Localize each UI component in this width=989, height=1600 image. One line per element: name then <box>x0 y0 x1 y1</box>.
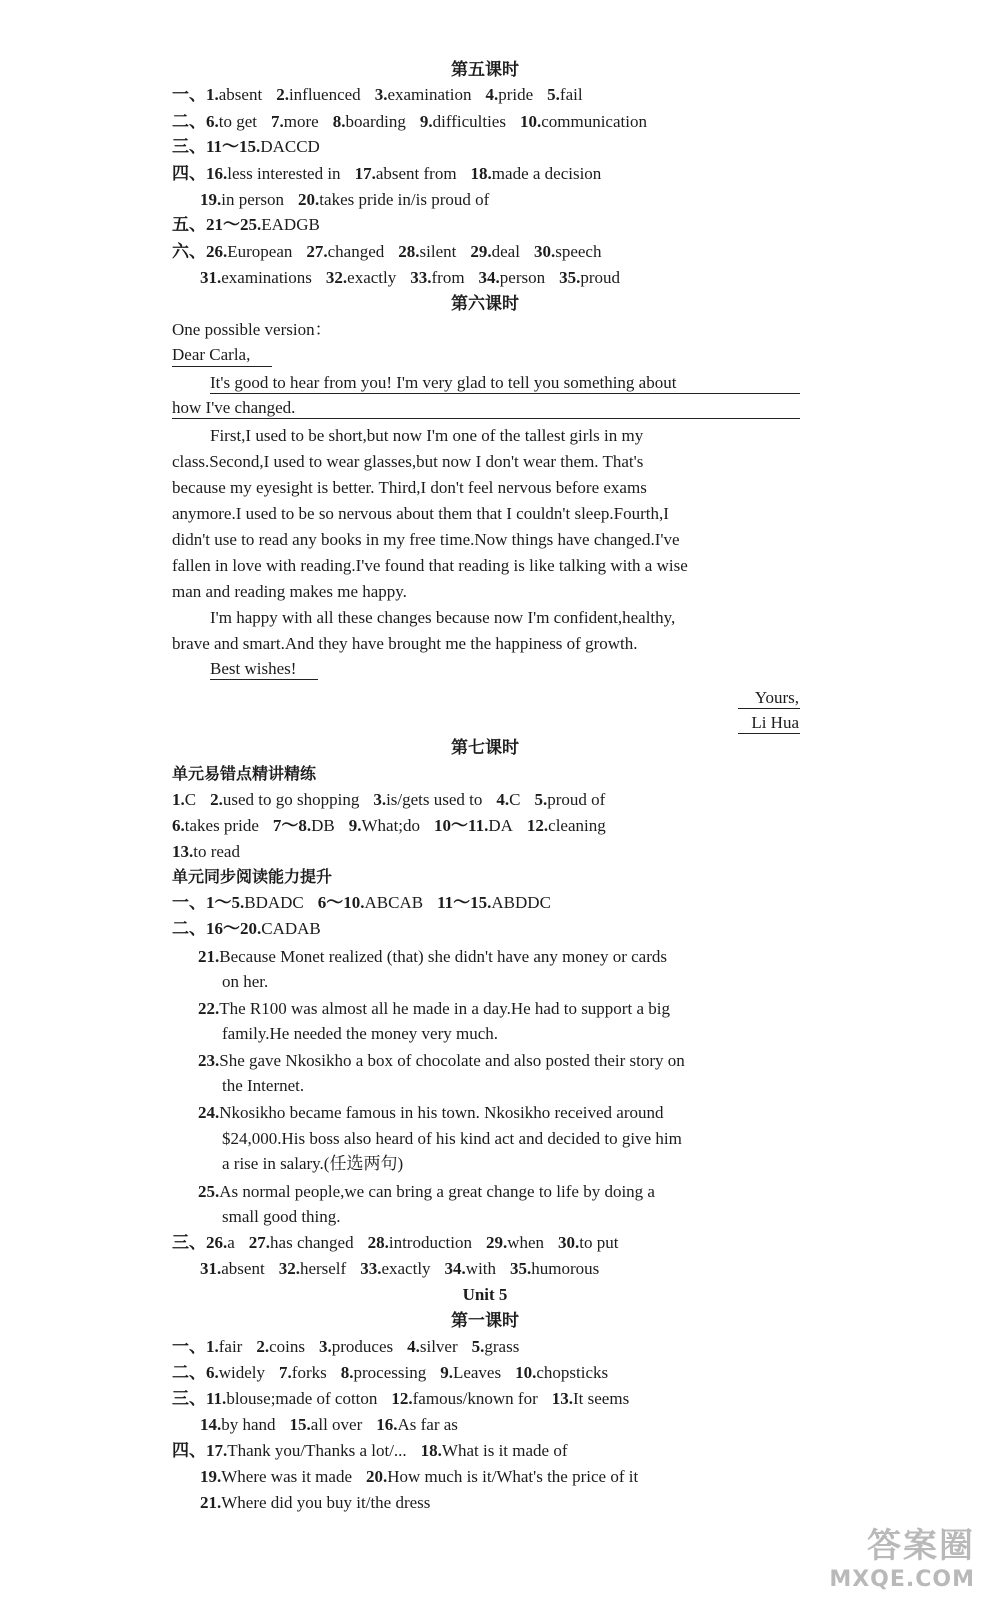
lesson5-row-6 <box>172 213 320 237</box>
yours-underline <box>738 708 800 709</box>
answer-number: 31. <box>200 268 222 287</box>
answer-text: fair <box>218 1337 243 1356</box>
unit5-row-1 <box>172 1335 519 1359</box>
answer-text: with <box>465 1259 497 1278</box>
answer-number: 35. <box>510 1259 532 1278</box>
question-23: 23.She gave Nkosikho a box of chocolate and also posted their story on <box>198 1051 685 1070</box>
letter-opening-line-2: how I've changed. <box>172 398 296 417</box>
lesson7-errors-row-1 <box>172 788 605 812</box>
answer-number: 12. <box>391 1389 413 1408</box>
answer-number: 二、16～20. <box>172 919 262 938</box>
answer-text: coins <box>269 1337 305 1356</box>
answer-number: 一、1～5. <box>172 893 245 912</box>
question-25-cont: small good thing. <box>222 1207 341 1226</box>
answer-number: 9. <box>419 112 433 131</box>
answer-text: person <box>499 268 546 287</box>
answer-text: CADAB <box>261 919 321 938</box>
answer-number: 3. <box>373 790 387 809</box>
answer-text: is/gets used to <box>386 790 483 809</box>
letter-yours: Yours, <box>754 688 799 707</box>
answer-number: 一、1. <box>172 85 219 104</box>
answer-text: used to go shopping <box>222 790 360 809</box>
letter-body-line-4: anymore.I used to be so nervous about them that I couldn't sleep.Fourth,I <box>172 504 669 523</box>
answer-number: 35. <box>559 268 581 287</box>
letter-body-line-2: class.Second,I used to wear glasses,but now I don't wear them. That's <box>172 452 644 471</box>
answer-number: 27. <box>248 1233 271 1252</box>
lesson5-row-2 <box>172 110 647 134</box>
section-heading-reading: 单元同步阅读能力提升 <box>172 867 333 886</box>
watermark-url: MXQE.COM <box>829 1567 975 1592</box>
watermark-logo-text: 答案圈 <box>867 1526 975 1566</box>
answer-number: 2. <box>256 1337 270 1356</box>
unit5-row-6 <box>200 1465 638 1489</box>
answer-number: 2. <box>210 790 223 809</box>
answer-text: herself <box>299 1259 347 1278</box>
letter-opening-line-1: It's good to hear from you! I'm very glad to tell you something about <box>210 373 677 392</box>
answer-text: takes pride in/is proud of <box>319 190 490 209</box>
answer-text: How much is it/What's the price of it <box>387 1467 639 1486</box>
answer-number: 32. <box>278 1259 300 1278</box>
wishes-underline <box>210 679 318 680</box>
answer-number: 7～8. <box>272 816 312 835</box>
answer-text: humorous <box>531 1259 600 1278</box>
answer-number: 9. <box>440 1363 453 1382</box>
question-22: 22.The R100 was almost all he made in a day.He had to support a big <box>198 999 670 1018</box>
lesson5-row-3 <box>172 135 320 159</box>
answer-number: 二、6. <box>172 1363 219 1382</box>
answer-text: in person <box>221 190 285 209</box>
unit5-row-4 <box>200 1413 458 1437</box>
unit5-row-3 <box>172 1387 629 1411</box>
answer-text: Where did you buy it/the dress <box>221 1493 431 1512</box>
answer-number: 三、11～15. <box>172 137 261 156</box>
lesson7-title: 第七课时 <box>451 738 519 757</box>
answer-number: 10～11. <box>434 816 489 835</box>
opening-underline-1 <box>210 393 800 394</box>
answer-number: 17. <box>354 164 376 183</box>
letter-body-line-1: First,I used to be short,but now I'm one of the tallest girls in my <box>210 426 644 445</box>
answer-number: 28. <box>367 1233 389 1252</box>
answer-number: 3. <box>374 85 388 104</box>
answer-number: 12. <box>526 816 549 835</box>
answer-number: 7. <box>279 1363 292 1382</box>
answer-number: 6～10. <box>317 893 365 912</box>
answer-number: 27. <box>306 242 328 261</box>
answer-text: pride <box>498 85 534 104</box>
answer-text: difficulties <box>432 112 506 131</box>
answer-number: 18. <box>420 1441 442 1460</box>
answer-number: 13. <box>172 842 194 861</box>
answer-text: ABCAB <box>364 893 424 912</box>
answer-text: C <box>184 790 197 809</box>
letter-greeting: Dear Carla, <box>172 345 251 364</box>
lesson7-errors-row-3 <box>172 840 240 864</box>
answer-text: EADGB <box>261 215 320 234</box>
answer-text: made a decision <box>491 164 602 183</box>
signature-underline <box>738 733 800 734</box>
answer-text: speech <box>555 242 602 261</box>
answer-number: 15. <box>289 1415 311 1434</box>
answer-text: DB <box>311 816 335 835</box>
answer-number: 29. <box>485 1233 508 1252</box>
lesson5-row-8 <box>200 266 620 290</box>
question-21: 21.Because Monet realized (that) she didn't have any money or cards <box>198 947 667 966</box>
answer-text: grass <box>484 1337 520 1356</box>
section-heading-errors: 单元易错点精讲精练 <box>172 764 317 783</box>
answer-text: a <box>227 1233 235 1252</box>
answer-text: What;do <box>361 816 421 835</box>
answer-text: influenced <box>288 85 361 104</box>
answer-text: from <box>431 268 465 287</box>
answer-number: 三、26. <box>172 1233 228 1252</box>
answer-number: 四、16. <box>172 164 228 183</box>
letter-body-line-3: because my eyesight is better. Third,I don't feel nervous before exams <box>172 478 647 497</box>
answer-text: introduction <box>388 1233 472 1252</box>
answer-number: 7. <box>271 112 284 131</box>
answer-number: 11～15. <box>437 893 492 912</box>
answer-text: communication <box>541 112 647 131</box>
answer-text: produces <box>331 1337 394 1356</box>
answer-text: deal <box>491 242 520 261</box>
answer-text: proud of <box>547 790 606 809</box>
answer-text: by hand <box>221 1415 276 1434</box>
lesson6-title: 第六课时 <box>451 294 519 313</box>
answer-text: European <box>227 242 293 261</box>
unit5-row-5 <box>172 1439 568 1463</box>
answer-text: exactly <box>381 1259 431 1278</box>
answer-number: 31. <box>200 1259 222 1278</box>
answer-number: 三、11. <box>172 1389 227 1408</box>
answer-number: 16. <box>376 1415 398 1434</box>
answer-text: What is it made of <box>441 1441 568 1460</box>
answer-text: silver <box>419 1337 458 1356</box>
answer-text: widely <box>218 1363 266 1382</box>
answer-text: forks <box>291 1363 327 1382</box>
answer-number: 18. <box>470 164 492 183</box>
answer-text: chopsticks <box>536 1363 609 1382</box>
answer-number: 4. <box>496 790 510 809</box>
answer-number: 5. <box>547 85 560 104</box>
unit-title: Unit 5 <box>462 1285 508 1304</box>
answer-text: processing <box>353 1363 427 1382</box>
answer-text: when <box>507 1233 545 1252</box>
lesson5-row-5 <box>200 188 489 212</box>
answer-number: 8. <box>340 1363 354 1382</box>
answer-text: absent from <box>375 164 457 183</box>
answer-number: 6. <box>172 816 185 835</box>
answer-text: absent <box>221 1259 265 1278</box>
answer-number: 5. <box>534 790 548 809</box>
answer-text: ABDDC <box>491 893 551 912</box>
answer-number: 五、21～25. <box>172 215 262 234</box>
answer-text: absent <box>218 85 263 104</box>
answer-text: changed <box>327 242 385 261</box>
unit5-row-2 <box>172 1361 608 1385</box>
site-watermark <box>829 1518 975 1592</box>
answer-number: 28. <box>398 242 420 261</box>
answer-text: cleaning <box>548 816 606 835</box>
answer-text: to read <box>193 842 240 861</box>
lesson7-reading-row-1 <box>172 891 551 915</box>
answer-number: 四、17. <box>172 1441 228 1460</box>
question-25: 25.As normal people,we can bring a great change to life by doing a <box>198 1182 655 1201</box>
answer-number: 六、26. <box>172 242 228 261</box>
answer-number: 二、6. <box>172 112 219 131</box>
lesson5-row-4 <box>172 162 601 186</box>
answer-text: exactly <box>347 268 397 287</box>
lesson5-title: 第五课时 <box>451 60 519 79</box>
answer-number: 5. <box>471 1337 485 1356</box>
answer-text: DACCD <box>260 137 320 156</box>
answer-number: 34. <box>478 268 500 287</box>
letter-signature: Li Hua <box>751 713 799 732</box>
lesson5-row-1 <box>172 83 583 107</box>
answer-number: 19. <box>200 1467 222 1486</box>
answer-number: 4. <box>407 1337 420 1356</box>
answer-text: takes pride <box>184 816 259 835</box>
answer-number: 33. <box>360 1259 382 1278</box>
letter-closing-line-1: I'm happy with all these changes because now I'm confident,healthy, <box>210 608 676 627</box>
lesson7-reading-row-3 <box>172 1231 619 1255</box>
answer-number: 9. <box>348 816 362 835</box>
answer-number: 4. <box>485 85 499 104</box>
answer-text: C <box>509 790 521 809</box>
answer-text: more <box>283 112 319 131</box>
lesson7-errors-row-2 <box>172 814 606 838</box>
answer-number: 34. <box>444 1259 466 1278</box>
answer-text: blouse;made of cotton <box>226 1389 378 1408</box>
answer-number: 13. <box>551 1389 574 1408</box>
answer-text: Leaves <box>452 1363 502 1382</box>
answer-text: has changed <box>270 1233 354 1252</box>
answer-text: famous/known for <box>412 1389 538 1408</box>
answer-text: boarding <box>345 112 406 131</box>
answer-number: 30. <box>533 242 556 261</box>
question-21-cont: on her. <box>222 972 269 991</box>
question-24-cont-1: $24,000.His boss also heard of his kind act and decided to give him <box>222 1129 682 1148</box>
lesson6-intro: One possible version： <box>172 320 332 339</box>
question-24: 24.Nkosikho became famous in his town. Nkosikho received around <box>198 1103 664 1122</box>
opening-underline-2 <box>172 418 800 419</box>
greeting-underline <box>172 366 272 367</box>
answer-text: silent <box>419 242 457 261</box>
answer-text: BDADC <box>244 893 304 912</box>
answer-text: less interested in <box>227 164 341 183</box>
answer-number: 10. <box>515 1363 537 1382</box>
lesson5-row-7 <box>172 240 601 264</box>
answer-number: 10. <box>519 112 542 131</box>
answer-number: 29. <box>470 242 492 261</box>
lesson7-reading-row-4 <box>200 1257 599 1281</box>
answer-text: to get <box>218 112 257 131</box>
answer-number: 20. <box>366 1467 388 1486</box>
answer-number: 1. <box>172 790 185 809</box>
answer-number: 一、1. <box>172 1337 219 1356</box>
answer-text: It seems <box>573 1389 630 1408</box>
answer-text: proud <box>580 268 621 287</box>
answer-text: DA <box>488 816 513 835</box>
question-22-cont: family.He needed the money very much. <box>222 1024 498 1043</box>
letter-body-line-5: didn't use to read any books in my free time.Now things have changed.I've <box>172 530 680 549</box>
answer-number: 32. <box>325 268 348 287</box>
answer-number: 3. <box>318 1337 332 1356</box>
answer-number: 14. <box>200 1415 222 1434</box>
letter-body-line-6: fallen in love with reading.I've found that reading is like talking with a wise <box>172 556 688 575</box>
answer-text: Thank you/Thanks a lot/... <box>227 1441 407 1460</box>
answer-text: to put <box>579 1233 619 1252</box>
answer-number: 33. <box>410 268 432 287</box>
unit5-row-7 <box>200 1491 430 1515</box>
letter-body-line-7: man and reading makes me happy. <box>172 582 407 601</box>
question-23-cont: the Internet. <box>222 1076 305 1095</box>
question-24-cont-2: a rise in salary.(任选两句) <box>222 1154 404 1173</box>
answer-number: 20. <box>298 190 320 209</box>
answer-text: As far as <box>397 1415 458 1434</box>
letter-closing-line-2: brave and smart.And they have brought me the happiness of growth. <box>172 634 638 653</box>
answer-number: 19. <box>200 190 222 209</box>
answer-text: fail <box>559 85 583 104</box>
unit5-lesson1-title: 第一课时 <box>451 1311 519 1330</box>
answer-number: 21. <box>200 1493 222 1512</box>
answer-text: examination <box>387 85 472 104</box>
answer-text: examinations <box>221 268 312 287</box>
answer-text: Where was it made <box>221 1467 352 1486</box>
letter-wishes: Best wishes! <box>210 659 297 678</box>
answer-text: all over <box>310 1415 363 1434</box>
answer-number: 2. <box>276 85 289 104</box>
answer-number: 30. <box>558 1233 580 1252</box>
answer-number: 8. <box>332 112 346 131</box>
lesson7-reading-row-2 <box>172 917 321 941</box>
